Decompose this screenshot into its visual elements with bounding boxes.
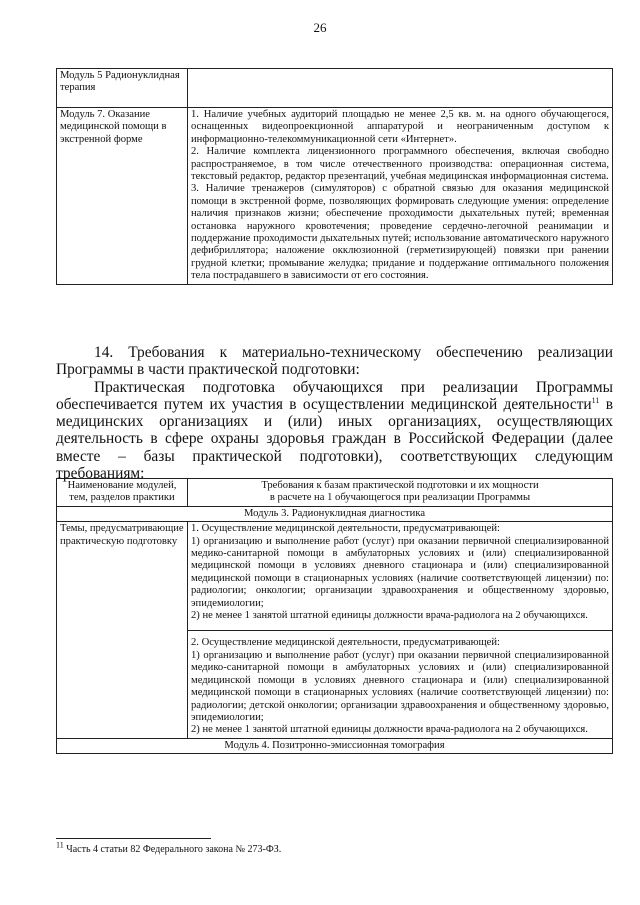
header-line: в расчете на 1 обучающегося при реализации Программы	[269, 492, 531, 504]
section-heading: 14. Требования к материально-техническому обеспечению реализации Программы в части практической подготовки:	[56, 344, 613, 379]
footnote-ref: 11	[591, 395, 600, 405]
block-item: 2) не менее 1 занятой штатной единицы должности врача-радиолога на 2 обучающихся.	[191, 610, 588, 622]
header-modules: Наименование модулей, тем, разделов практики	[57, 479, 188, 507]
section-paragraph	[56, 379, 613, 483]
header-requirements	[188, 479, 613, 507]
requirement-item: 3. Наличие тренажеров (симуляторов) с обратной связью для оказания медицинской помощи в экстренной форме, позволяющих формировать следующие умения: определение наличия признаков жизни; обеспечение проходимости дыхательных путей; временная остановка наружного кровотечения; проведение сердечно-легочной реанимации и поддержание проходимости дыхательных путей; использование автоматического наружного дефибриллятора; наложение окклюзионной (герметизирующей) повязки при ранении грудной клетки; промывание желудка; придание и поддержание оптимального положения тела пострадавшего в зависимости от его состояния.	[191, 183, 609, 282]
block-title: 1. Осуществление медицинской деятельности, предусматривающей:	[191, 523, 500, 535]
modules-requirements-table	[56, 68, 613, 285]
table-row	[57, 738, 613, 753]
requirements-cell	[188, 69, 613, 108]
table-row	[57, 108, 613, 285]
table-row	[57, 506, 613, 521]
paragraph-text: Практическая подготовка обучающихся при реализации Программы обеспечивается путем их участия в осуществлении медицинской деятельности	[56, 378, 613, 413]
block-item: 2) не менее 1 занятой штатной единицы должности врача-радиолога на 2 обучающихся.	[191, 724, 588, 736]
module-cell: Модуль 5 Радионуклидная терапия	[57, 69, 188, 108]
requirements-cell	[188, 522, 613, 739]
page-number: 26	[313, 20, 327, 35]
block-item: 1) организацию и выполнение работ (услуг) при оказании первичной специализированной медико-санитарной помощи в амбулаторных условиях и (или) специализированной медицинской помощи в условиях дневного стационара и (или) специализированной медицинской помощи в стационарных условиях (наличие соответствующей лицензии) по: радиологии; детской онкологии; организации здравоохранения и общественному здоровью, эпидемиологии;	[191, 649, 609, 723]
paragraph-text-cont: в медицинских организациях и (или) иных организациях, осуществляющих деятельность в сфере охраны здоровья граждан в Российской Федерации (далее вместе – базы практической подготовки), соответствующих следующим требованиям:	[56, 395, 613, 483]
practice-bases-table	[56, 478, 613, 754]
requirements-cell	[188, 108, 613, 285]
requirement-item: 1. Наличие учебных аудиторий площадью не менее 2,5 кв. м. на одного обучающегося, оснащенных видеопроекционной аппаратурой и неограниченным доступом к информационно-телекоммуникационной сети «Интернет».	[191, 109, 609, 145]
topic-cell: Темы, предусматривающие практическую подготовку	[57, 522, 188, 739]
requirement-block	[188, 631, 612, 737]
footnote-divider	[56, 838, 211, 839]
module-cell: Модуль 7. Оказание медицинской помощи в экстренной форме	[57, 108, 188, 285]
block-title: 2. Осуществление медицинской деятельности, предусматривающей:	[191, 637, 500, 649]
footnote-text: Часть 4 статьи 82 Федерального закона № 273-ФЗ.	[63, 844, 282, 855]
table-row	[57, 522, 613, 739]
requirement-item: 2. Наличие комплекта лицензионного программного обеспечения, включая свободно распространяемое, в том числе отечественного производства: операционная система, текстовый редактор, редактор презентаций, учебная медицинская информационная система.	[191, 146, 609, 183]
footnote	[56, 840, 282, 855]
module-title: Модуль 4. Позитронно-эмиссионная томография	[57, 738, 613, 753]
requirement-block	[188, 522, 612, 631]
table-header-row	[57, 479, 613, 507]
section-14	[56, 344, 613, 482]
module-title: Модуль 3. Радионуклидная диагностика	[57, 506, 613, 521]
header-line: Требования к базам практической подготовки и их мощности	[261, 480, 539, 491]
footnote-number: 11	[56, 840, 64, 850]
table-row	[57, 69, 613, 108]
block-item: 1) организацию и выполнение работ (услуг) при оказании первичной специализированной медико-санитарной помощи в амбулаторных условиях и (или) специализированной медицинской помощи в условиях дневного стационара и (или) специализированной медицинской помощи в стационарных условиях (наличие соответствующей лицензии) по: радиологии; онкологии; организации здравоохранения и общественному здоровью, эпидемиологии;	[191, 535, 609, 609]
